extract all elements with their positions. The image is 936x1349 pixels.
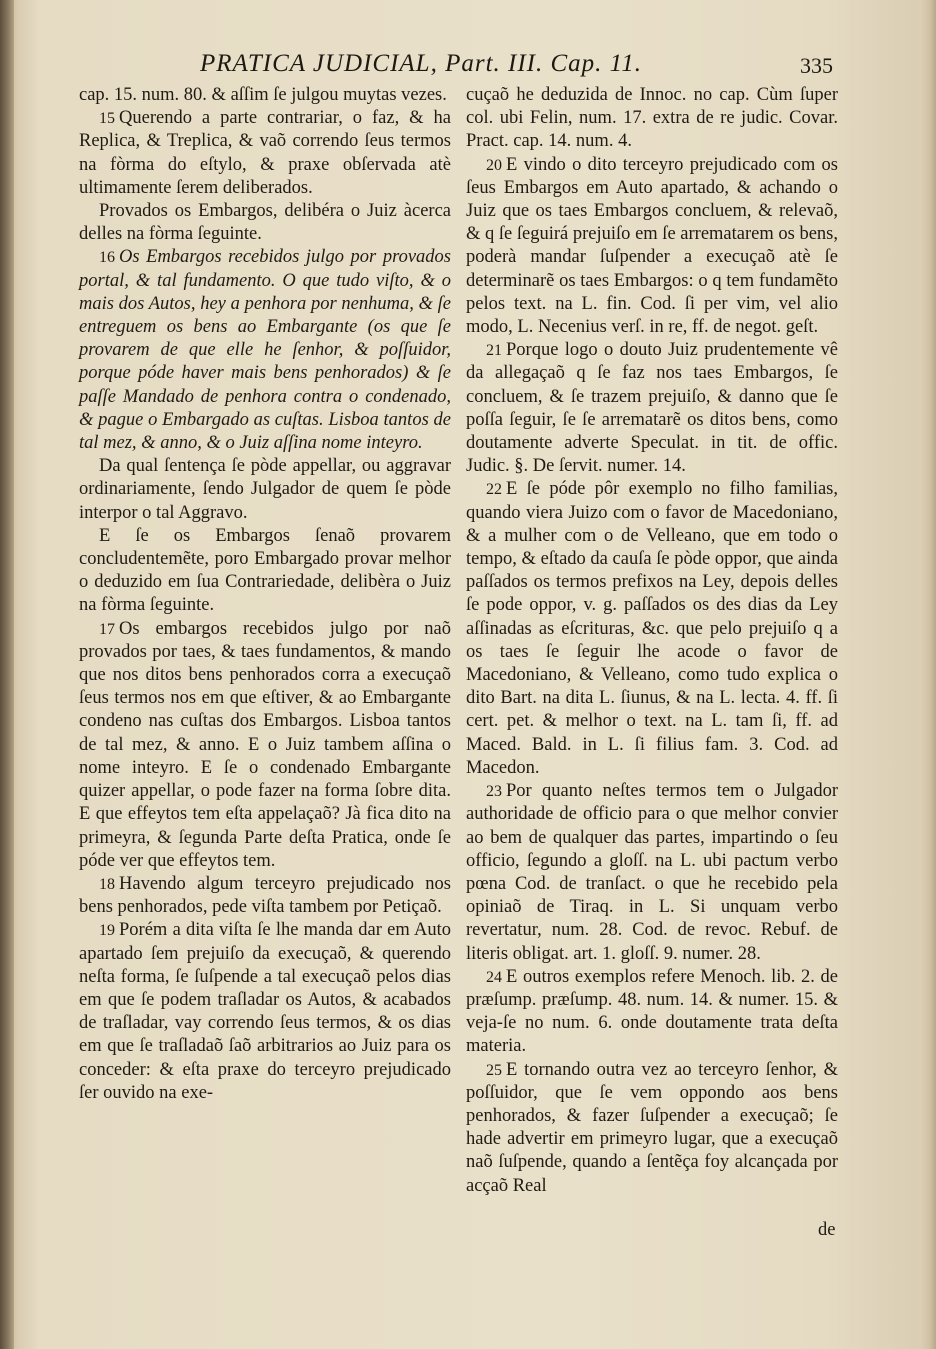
paragraph: E ſe os Embargos ſenaõ provarem concludentemẽte, poro Embargado provar melhor o deduzido em ſua Contrariedade, delibèra o Juiz na fòrma ſeguinte.	[79, 525, 451, 616]
paragraph: Da qual ſentença ſe pòde appellar, ou aggravar ordinariamente, ſendo Julgador de quem ſe pòde interpor o tal Aggravo.	[79, 456, 451, 523]
paragraph: Provados os Embargos, delibéra o Juiz àcerca delles na fòrma ſeguinte.	[79, 201, 451, 245]
paragraph-number: 18	[99, 875, 115, 893]
paragraph-number: 21	[486, 342, 502, 360]
right-column	[466, 84, 838, 1244]
paragraph	[466, 780, 838, 966]
paragraph-text: Querendo a parte contrariar, o faz, & ha Replica, & Treplica, & vaõ correndo ſeus termos na fòrma do eſtylo, & praxe obſervada atè ultimamente ſerem deliberados.	[79, 108, 451, 198]
paragraph-text: Por quanto neſtes termos tem o Julgador authoridade de officio para o que melhor convier ao bem de qualquer das partes, impartindo o ſeu officio, ſegundo a gloſſ. na L. ubi pactum verbo pœna Cod. de tranſact. o que he recebido pela opiniaõ de Tiraq. in L. Si unquam verbo revertatur, num. 28. Cod. de revoc. Rebuf. de literis obligat. art. 1. gloſſ. 9. numer. 28.	[466, 781, 838, 964]
paragraph-number: 16	[99, 249, 115, 267]
catchword: de	[818, 1220, 836, 1240]
paragraph	[79, 919, 451, 1105]
page-gutter	[0, 0, 14, 1349]
paragraph	[466, 478, 838, 780]
paragraph-text: E vindo o dito terceyro prejudicado com os ſeus Embargos em Auto apartado, & achando o Juiz que os taes Embargos concluem, & relevaõ, & q ſe ſeguirá prejuiſo em ſe arrematarem os bens, poderà mandar ſuſpender a execuçaõ atè ſe determinarẽ os taes Embargos: o q tem fundamẽto pelos text. na L. fin. Cod. ſi per vim, vel alio modo, L. Necenius verſ. in re, ff. de negot. geſt.	[466, 154, 838, 338]
page-number: 335	[800, 53, 833, 78]
paragraph: cuçaõ he deduzida de Innoc. no cap. Cùm ſuper col. ubi Felin, num. 17. extra de re judic. Covar. Pract. cap. 14. num. 4.	[466, 85, 838, 152]
paragraph-number: 24	[486, 968, 502, 986]
paragraph: cap. 15. num. 80. & aſſim ſe julgou muytas vezes.	[79, 85, 447, 105]
page-edge	[920, 0, 936, 1349]
paragraph	[79, 873, 451, 919]
paragraph-text: Porém a dita viſta ſe lhe manda dar em Auto apartado ſem prejuiſo da execuçaõ, & querendo neſta forma, ſe ſuſpende a tal execuçaõ pelos dias em que ſe podem traſladar os Autos, & acabados de traſladar, vay correndo ſeus termos, & os dias em que ſe traſladaõ ſaõ arbitrarios ao Juiz para os conceder: & eſta praxe do terceyro prejudicado ſer ouvido na exe-	[79, 920, 451, 1103]
paragraph-text: Havendo algum terceyro prejudicado nos bens penhorados, pede viſta tambem por Petiçaõ.	[79, 873, 451, 918]
paragraph-number: 19	[99, 922, 115, 940]
paragraph-number: 20	[486, 156, 502, 174]
paragraph-text: E tornando outra vez ao terceyro ſenhor, & poſſuidor, que ſe vem oppondo aos bens penhorados, & fazer ſuſpender a execuçaõ; ſe hade advertir em primeyro lugar, que a execuçaõ naõ ſuſpende, quando a ſentẽça foy alcançada por acçaõ Real	[466, 1059, 838, 1196]
paragraph	[466, 339, 838, 478]
paragraph	[466, 154, 838, 340]
paragraph-text: Porque logo o douto Juiz prudentemente vê da allegaçaõ q ſe faz nos taes Embargos, ſe concluem, & ſe trazem prejuiſo, & danno que ſe poſſa ſeguir, ſe ſe arrematarẽ os ditos bens, como doutamente adverte Speculat. in tit. de offic. Judic. §. De ſervit. numer. 14.	[466, 340, 838, 477]
sentence-formula: Os Embargos recebidos julgo por provados portal, & tal fundamento. O que tudo viſto, & o mais dos Autos, hey a penhora por nenhuma, & ſe entreguem os bens ao Embargante (os que ſe provarem de que elle he ſenhor, & poſſuidor, porque póde haver mais bens penhorados) & ſe paſſe Mandado de penhora contra o condenado, & pague o Embargado as cuſtas. Lisboa tantos de tal mez, & anno, & o Juiz aſſina nome inteyro.	[79, 247, 451, 454]
paragraph	[79, 246, 451, 455]
paragraph	[466, 966, 838, 1059]
paragraph-number: 15	[99, 110, 115, 128]
running-header: PRATICA JUDICIAL, Part. III. Cap. 11.	[200, 50, 643, 77]
paragraph	[466, 1059, 838, 1198]
paragraph-number: 23	[486, 783, 502, 801]
paragraph-text: Os embargos recebidos julgo por naõ provados por taes, & taes fundamentos, & mando que nos ditos bens penhorados corra a execuçaõ ſeus termos nos em que eſtiver, & ao Embargante condeno nas cuſtas dos Embargos. Lisboa tantos de tal mez, & anno. E o Juiz tambem aſſina o nome inteyro. E ſe o condenado Embargante quizer appellar, o pode fazer na forma ſobre dita. E que effeytos tem eſta appelaçaõ? Jà fica dito na primeyra, & ſegunda Parte deſta Pratica, onde ſe póde ver que effeytos tem.	[79, 618, 451, 871]
paragraph-number: 25	[486, 1061, 502, 1079]
paragraph	[79, 618, 451, 873]
paragraph	[79, 107, 451, 200]
left-column	[79, 84, 451, 1244]
paragraph-text: E ſe póde pôr exemplo no filho familias, quando viera Juizo com o favor de Macedoniano, & a mulher com o de Velleano, que em todo o tempo, & eſtado da cauſa ſe pòde oppor, que ainda paſſados os termos prefixos na Ley, depois delles ſe pode oppor, v. g. paſſados os des dias da Ley aſſinadas as eſcrituras, &c. que pelo prejuiſo q a os taes ſe ſeguir lhe acode o favor de Macedoniano, & Velleano, como tudo explica o dito Bart. na dita L. ſiunus, & na L. lecta. 4. ff. ſi cert. pet. & melhor o text. na L. tam ſi, ff. ad Maced. Bald. in L. ſi filius fam. 3. Cod. ad Macedon.	[466, 479, 838, 778]
paragraph-number: 17	[99, 620, 115, 638]
paragraph-text: E outros exemplos refere Menoch. lib. 2. de præſump. præſump. 48. num. 14. & numer. 15. & veja-ſe no num. 6. onde doutamente trata deſta materia.	[466, 966, 838, 1057]
paragraph-number: 22	[486, 481, 502, 499]
